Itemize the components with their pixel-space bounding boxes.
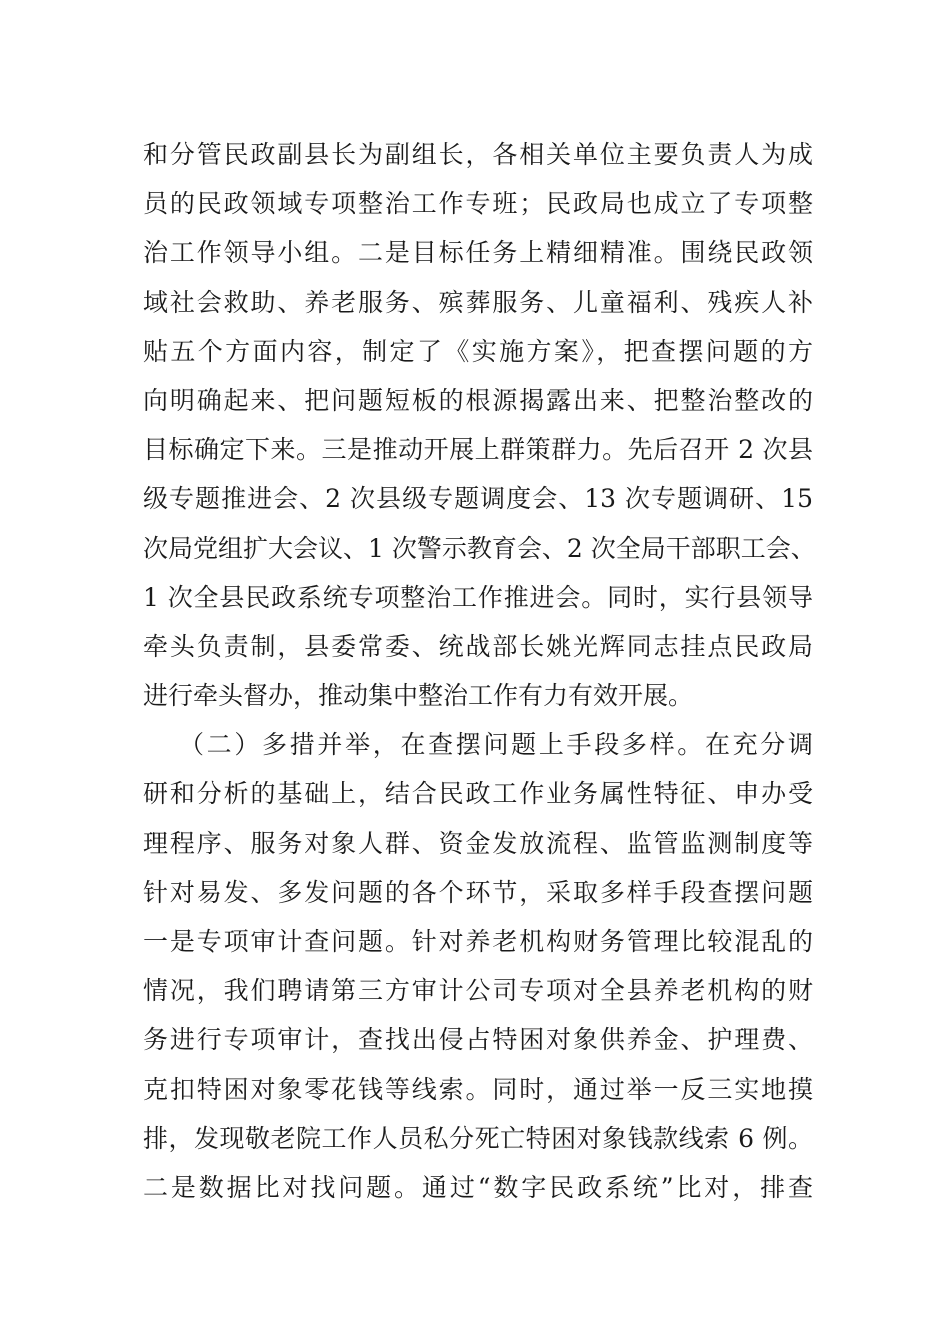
text-line: 目标确定下来。三是推动开展上群策群力。先后召开 2 次县 xyxy=(143,435,813,465)
text-line: 和分管民政副县长为副组长，各相关单位主要负责人为成 xyxy=(143,140,813,169)
text-line: 排，发现敬老院工作人员私分死亡特困对象钱款线索 6 例。 xyxy=(143,1123,813,1153)
text-line: 务进行专项审计，查找出侵占特困对象供养金、护理费、 xyxy=(143,1025,813,1055)
text-line: 1 次全县民政系统专项整治工作推进会。同时，实行县领导 xyxy=(143,582,813,612)
text-line: 贴五个方面内容，制定了《实施方案》，把查摆问题的方 xyxy=(143,336,813,366)
text-line: 一是专项审计查问题。针对养老机构财务管理比较混乱的 xyxy=(143,927,813,956)
text-line: 次局党组扩大会议、1 次警示教育会、2 次全局干部职工会、 xyxy=(143,533,816,563)
text-line: 向明确起来、把问题短板的根源揭露出来、把整治整改的 xyxy=(143,385,813,415)
text-line: 克扣特困对象零花钱等线索。同时，通过举一反三实地摸 xyxy=(143,1074,813,1104)
text-line: 域社会救助、养老服务、殡葬服务、儿童福利、残疾人补 xyxy=(143,287,813,317)
text-line: 治工作领导小组。二是目标任务上精细精准。围绕民政领 xyxy=(143,238,813,268)
text-line: 理程序、服务对象人群、资金发放流程、监管监测制度等 xyxy=(143,828,813,858)
body-text xyxy=(143,130,816,1212)
text-line: 级专题推进会、2 次县级专题调度会、13 次专题调研、15 xyxy=(143,484,813,514)
text-line: 二是数据比对找问题。通过“数字民政系统”比对，排查 xyxy=(143,1172,813,1202)
section-heading-line: （二）多措并举，在查摆问题上手段多样。在充分调 xyxy=(179,730,813,760)
paragraph-end-line: 进行牵头督办，推动集中整治工作有力有效开展。 xyxy=(143,681,694,711)
text-line: 研和分析的基础上，结合民政工作业务属性特征、申办受 xyxy=(143,779,813,809)
text-line: 情况，我们聘请第三方审计公司专项对全县养老机构的财 xyxy=(143,976,813,1006)
text-line: 牵头负责制，县委常委、统战部长姚光辉同志挂点民政局 xyxy=(143,631,813,661)
text-line: 员的民政领域专项整治工作专班；民政局也成立了专项整 xyxy=(143,189,813,219)
text-line: 针对易发、多发问题的各个环节，采取多样手段查摆问题 xyxy=(143,877,813,907)
